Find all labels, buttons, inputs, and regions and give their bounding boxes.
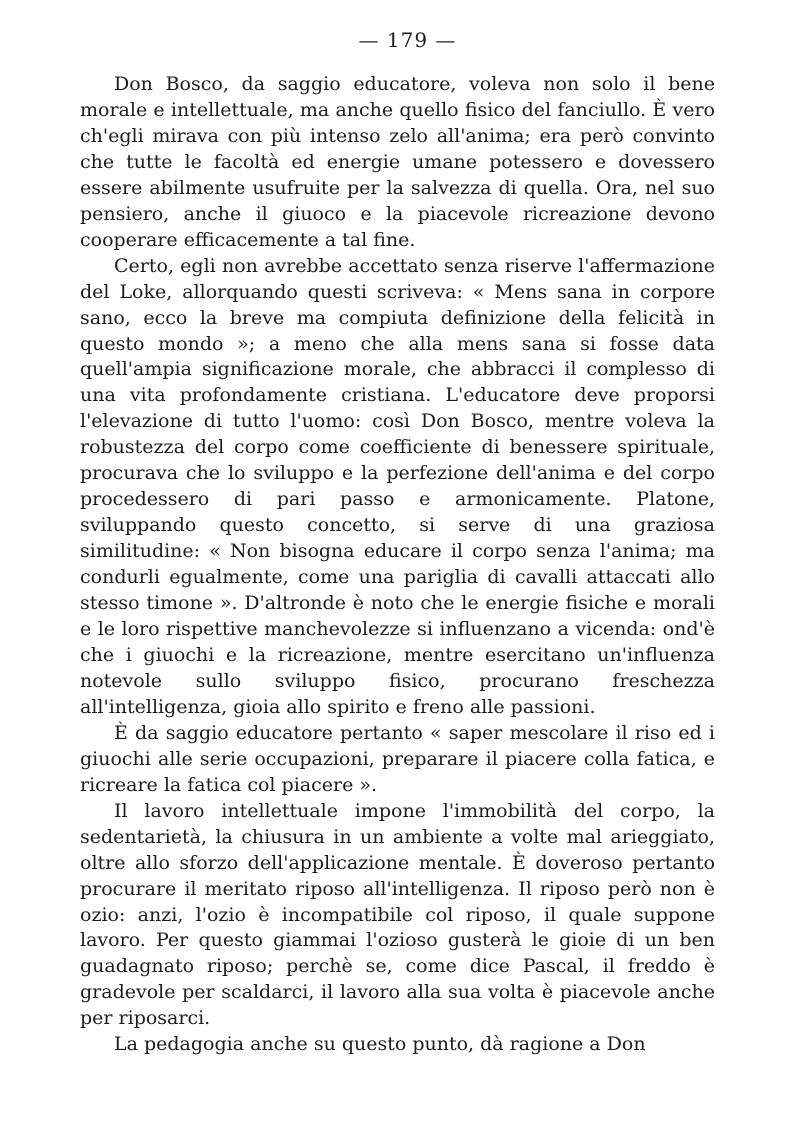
page-number: — 179 — — [358, 28, 457, 52]
paragraph: Don Bosco, da saggio educatore, voleva non solo il bene morale e intellettuale, ma anche quello fisico del fanciullo. È vero ch'egli mirava con più intenso zelo all'anima; era però convinto che tutte le facoltà ed energie umane potessero e dovessero essere abilmente usufruite per la salvezza di quella. Ora, nel suo pensiero, anche il giuoco e la piacevole ricreazione devono cooperare efficacemente a tal fine. — [80, 73, 715, 251]
book-page — [80, 28, 715, 1058]
body-text — [80, 72, 715, 1058]
paragraph: È da saggio educatore pertanto « saper mescolare il riso ed i giuochi alle serie occupazioni, preparare il piacere colla fatica, e ricreare la fatica col piacere ». — [80, 721, 715, 796]
paragraph: La pedagogia anche su questo punto, dà ragione a Don — [114, 1033, 646, 1056]
paragraph: Il lavoro intellettuale impone l'immobilità del corpo, la sedentarietà, la chiusura in un ambiente a volte mal arieggiato, oltre allo sforzo dell'applicazione mentale. È doveroso pertanto procurare il meritato riposo all'intelligenza. Il riposo però non è ozio: anzi, l'ozio è incompatibile col riposo, il quale suppone lavoro. Per questo giammai l'ozioso gusterà le gioie di un ben guadagnato riposo; perchè se, come dice Pascal, il freddo è gradevole per scaldarci, il lavoro alla sua volta è piacevole anche per riposarci. — [80, 799, 715, 1030]
paragraph: Certo, egli non avrebbe accettato senza riserve l'affermazione del Loke, allorquando questi scriveva: « Mens sana in corpore sano, ecco la breve ma compiuta definizione della felicità in questo mondo »; a meno che alla mens sana si fosse data quell'ampia significazione morale, che abbracci il complesso di una vita profondamente cristiana. L'educatore deve proporsi l'elevazione di tutto l'uomo: così Don Bosco, mentre voleva la robustezza del corpo come coefficiente di benessere spirituale, procurava che lo sviluppo e la perfezione dell'anima e del corpo procedessero di pari passo e armonicamente. Platone, sviluppando questo concetto, si serve di una graziosa similitudine: « Non bisogna educare il corpo senza l'anima; ma condurli egualmente, come una pariglia di cavalli attaccati allo stesso timone ». D'altronde è noto che le energie fisiche e morali e le loro rispettive manchevolezze si influenzano a vicenda: ond'è che i giuochi e la ricreazione, mentre esercitano un'influenza notevole sullo sviluppo fisico, procurano freschezza all'intelligenza, gioia allo spirito e freno alle passioni. — [80, 254, 715, 718]
